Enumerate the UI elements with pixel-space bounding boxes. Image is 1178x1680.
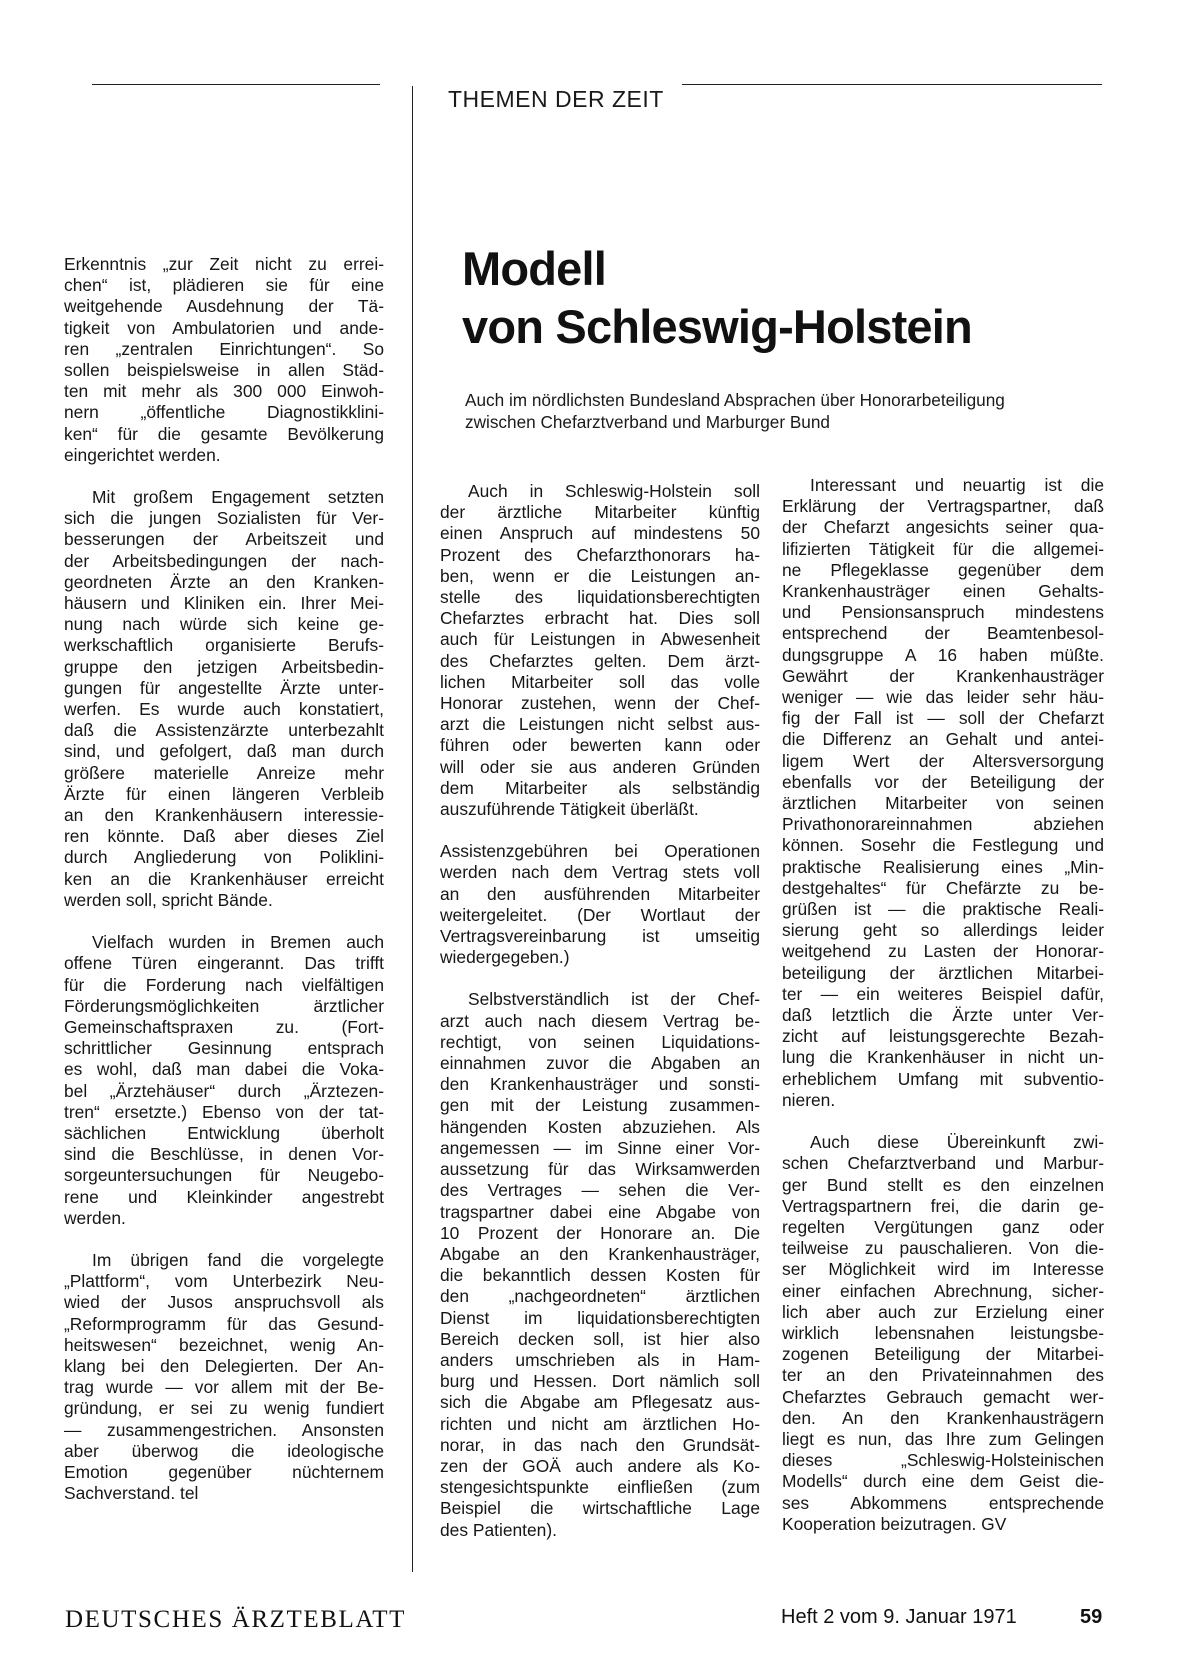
text-line: grüßen ist — die praktische Reali-	[782, 899, 1104, 920]
text-line: gründung, er sei zu wenig fundiert	[64, 1398, 384, 1419]
text-line: stengesichtspunkte einfließen (zum	[440, 1477, 760, 1498]
text-line: lichen Mitarbeiter soll das volle	[440, 671, 760, 692]
text-line: wiedergegeben.)	[440, 947, 570, 968]
text-line: Prozent des Chefarzthonorars ha-	[440, 544, 760, 565]
text-line: zogenen Beteiligung der Mitarbei-	[782, 1344, 1104, 1365]
text-line: ken an die Krankenhäuser erreicht	[64, 868, 384, 889]
publication-name: DEUTSCHES ÄRZTEBLATT	[65, 1606, 407, 1633]
text-line: eingerichtet werden.	[64, 444, 221, 465]
text-line: besserungen der Arbeitszeit und	[64, 529, 384, 550]
text-line: aussetzung für das Wirksamwerden	[440, 1159, 760, 1180]
text-column-right	[782, 475, 1104, 1535]
text-line: Vielfach wurden in Bremen auch	[92, 932, 384, 953]
text-line: den „nachgeordneten“ ärztlichen	[440, 1286, 760, 1307]
text-line: trag wurde — vor allem mit der Be-	[64, 1377, 384, 1398]
text-line: daß die Assistenzärzte unterbezahlt	[64, 720, 384, 741]
paragraph	[440, 481, 760, 820]
text-line: werden.	[64, 1207, 126, 1228]
text-line: Auch diese Übereinkunft zwi-	[810, 1132, 1104, 1153]
text-line: die bekanntlich dessen Kosten für	[440, 1265, 760, 1286]
text-line: gruppe den jetzigen Arbeitsbedin-	[64, 656, 384, 677]
text-line: 10 Prozent der Honorare an. Die	[440, 1222, 760, 1243]
text-line: auch für Leistungen in Abwesenheit	[440, 629, 760, 650]
text-line: weitgehend zu Lasten der Honorar-	[782, 941, 1104, 962]
text-line: chen“ ist, plädieren sie für eine	[64, 275, 384, 296]
text-line: tren“ ersetzte.) Ebenso von der tat-	[64, 1101, 384, 1122]
text-line: häusern und Kliniken ein. Ihrer Mei-	[64, 593, 384, 614]
text-line: Selbstverständlich ist der Chef-	[468, 989, 760, 1010]
text-line: anders umschrieben als in Ham-	[440, 1349, 760, 1370]
text-line: sind, und gefolgert, daß man durch	[64, 741, 384, 762]
column-separator	[412, 86, 413, 1572]
text-line: ser Möglichkeit wird im Interesse	[782, 1259, 1104, 1280]
text-line: Dienst im liquidationsberechtigten	[440, 1307, 760, 1328]
text-line: dem Mitarbeiter als selbständig	[440, 777, 760, 798]
text-line: praktische Realisierung eines „Min-	[782, 856, 1104, 877]
text-line: Sachverstand. tel	[64, 1483, 199, 1504]
paragraph	[64, 932, 384, 1229]
header-rule-right	[682, 84, 1102, 85]
text-line: hängenden Kosten abzuziehen. Als	[440, 1116, 760, 1137]
text-line: sind die Beschlüsse, in denen Vor-	[64, 1144, 384, 1165]
text-line: liegt es nun, das Ihre zum Gelingen	[782, 1428, 1104, 1449]
text-line: ne Pflegeklasse gegenüber dem	[782, 559, 1104, 580]
text-line: für die Forderung nach vielfältigen	[64, 974, 384, 995]
text-line: Förderungsmöglichkeiten ärztlicher	[64, 995, 384, 1016]
issue-info: Heft 2 vom 9. Januar 1971	[781, 1606, 1017, 1628]
text-line: des Vertrages — sehen die Ver-	[440, 1180, 760, 1201]
text-line: weitgehende Ausdehnung der Tä-	[64, 296, 384, 317]
text-line: und Pensionsanspruch mindestens	[782, 602, 1104, 623]
paragraph	[64, 254, 384, 466]
text-line: an den ausführenden Mitarbeiter	[440, 883, 760, 904]
text-line: aber überwog die ideologische	[64, 1440, 384, 1461]
text-line: will oder sie aus anderen Gründen	[440, 756, 760, 777]
text-line: sächlichen Entwicklung überholt	[64, 1122, 384, 1143]
article-title-line2: von Schleswig-Holstein	[462, 300, 972, 353]
text-line: „Plattform“, vom Unterbezirk Neu-	[64, 1271, 384, 1292]
text-line: angemessen — im Sinne einer Vor-	[440, 1137, 760, 1158]
text-line: einnahmen zuvor die Abgaben an	[440, 1053, 760, 1074]
text-line: tragspartner dabei eine Abgabe von	[440, 1201, 760, 1222]
text-line: einer einfachen Abrechnung, sicher-	[782, 1280, 1104, 1301]
text-line: arzt die Leistungen nicht selbst aus-	[440, 714, 760, 735]
text-line: ter — ein weiteres Beispiel dafür,	[782, 983, 1104, 1004]
text-line: sich die Abgabe am Pflegesatz aus-	[440, 1392, 760, 1413]
text-line: des Chefarztes gelten. Dem ärzt-	[440, 650, 760, 671]
text-line: zicht auf leistungsgerechte Bezah-	[782, 1026, 1104, 1047]
text-line: einen Anspruch auf mindestens 50	[440, 523, 760, 544]
text-line: der ärztliche Mitarbeiter künftig	[440, 502, 760, 523]
text-line: zen der GOÄ auch andere als Ko-	[440, 1455, 760, 1476]
text-line: ren könnte. Daß aber dieses Ziel	[64, 826, 384, 847]
article-subtitle-line2: zwischen Chefarztverband und Marburger Bund	[465, 412, 830, 432]
text-line: ebenfalls vor der Beteiligung der	[782, 771, 1104, 792]
text-line: Erklärung der Vertragspartner, daß	[782, 496, 1104, 517]
text-line: sorgeuntersuchungen für Neugebo-	[64, 1165, 384, 1186]
text-line: die Differenz an Gehalt und antei-	[782, 729, 1104, 750]
text-line: — zusammengestrichen. Ansonsten	[64, 1419, 384, 1440]
text-line: den Krankenhausträger und sonsti-	[440, 1074, 760, 1095]
text-line: teilweise zu pauschalieren. Von die-	[782, 1238, 1104, 1259]
text-line: Im übrigen fand die vorgelegte	[92, 1249, 384, 1270]
text-line: schrittlicher Gesinnung entsprach	[64, 1038, 384, 1059]
text-line: der Arbeitsbedingungen der nach-	[64, 550, 384, 571]
text-line: ten mit mehr als 300 000 Einwoh-	[64, 381, 384, 402]
text-line: Privathonorareinnahmen abziehen	[782, 814, 1104, 835]
text-line: den. An den Krankenhausträgern	[782, 1407, 1104, 1428]
text-line: ter an den Privateinnahmen des	[782, 1365, 1104, 1386]
article-subtitle	[465, 389, 1115, 433]
text-line: können. Sosehr die Festlegung und	[782, 835, 1104, 856]
text-line: schen Chefarztverband und Marbur-	[782, 1153, 1104, 1174]
text-line: Chefarztes erbracht hat. Dies soll	[440, 608, 760, 629]
text-line: arzt auch nach diesem Vertrag be-	[440, 1010, 760, 1031]
text-line: „Reformprogramm für das Gesund-	[64, 1313, 384, 1334]
text-line: lifizierten Tätigkeit für die allgemei-	[782, 538, 1104, 559]
text-line: ben, wenn er die Leistungen an-	[440, 565, 760, 586]
text-line: Modells“ durch eine dem Geist die-	[782, 1471, 1104, 1492]
text-line: nern „öffentliche Diagnostikklini-	[64, 402, 384, 423]
text-line: stelle des liquidationsberechtigten	[440, 587, 760, 608]
text-line: Krankenhausträger einen Gehalts-	[782, 581, 1104, 602]
text-line: Gemeinschaftspraxen zu. (Fort-	[64, 1016, 384, 1037]
paragraph	[782, 475, 1104, 1111]
text-line: sich die jungen Sozialisten für Ver-	[64, 508, 384, 529]
text-line: Beispiel die wirtschaftliche Lage	[440, 1498, 760, 1519]
text-line: klang bei den Delegierten. Der An-	[64, 1355, 384, 1376]
paragraph	[782, 1132, 1104, 1535]
text-line: Mit großem Engagement setzten	[92, 487, 384, 508]
text-line: des Patienten).	[440, 1519, 557, 1540]
text-line: dungsgruppe A 16 haben müßte.	[782, 644, 1104, 665]
text-line: regelten Vergütungen ganz oder	[782, 1216, 1104, 1237]
text-line: Honorar zustehen, wenn der Chef-	[440, 693, 760, 714]
text-line: ken“ für die gesamte Bevölkerung	[64, 423, 384, 444]
text-line: werkschaftlich organisierte Berufs-	[64, 635, 384, 656]
text-line: ligem Wert der Altersversorgung	[782, 750, 1104, 771]
text-line: burg und Hessen. Dort nämlich soll	[440, 1371, 760, 1392]
text-line: nung nach würde sich keine ge-	[64, 614, 384, 635]
text-line: Kooperation beizutragen. GV	[782, 1513, 1007, 1534]
text-line: Gewährt der Krankenhausträger	[782, 665, 1104, 686]
text-line: durch Angliederung von Poliklini-	[64, 847, 384, 868]
article-title	[462, 240, 1122, 356]
text-line: Interessant und neuartig ist die	[810, 475, 1104, 495]
text-line: der Chefarzt angesichts seiner qua-	[782, 517, 1104, 538]
text-line: ger Bund stellt es den einzelnen	[782, 1174, 1104, 1195]
paragraph	[64, 1250, 384, 1504]
text-line: tigkeit von Ambulatorien und ande-	[64, 317, 384, 338]
text-line: gungen für angestellte Ärzte unter-	[64, 677, 384, 698]
text-line: heitswesen“ bezeichnet, wenig An-	[64, 1334, 384, 1355]
text-line: ärztlichen Mitarbeiter von seinen	[782, 793, 1104, 814]
text-line: Vertragsvereinbarung ist umseitig	[440, 926, 760, 947]
text-line: Auch in Schleswig-Holstein soll	[468, 481, 760, 501]
text-line: Abgabe an den Krankenhausträger,	[440, 1243, 760, 1264]
paragraph	[440, 841, 760, 968]
text-line: Ärzte für einen längeren Verbleib	[64, 783, 384, 804]
text-line: sierung geht so allerdings leider	[782, 920, 1104, 941]
text-line: lung die Krankenhäuser in nicht un-	[782, 1047, 1104, 1068]
text-line: fig der Fall ist — soll der Chefarzt	[782, 708, 1104, 729]
article-title-line1: Modell	[462, 242, 607, 295]
text-line: auszuführende Tätigkeit überläßt.	[440, 799, 699, 820]
text-line: Vertragspartnern frei, die darin ge-	[782, 1195, 1104, 1216]
text-line: weitergeleitet. (Der Wortlaut der	[440, 904, 760, 925]
paragraph	[64, 487, 384, 911]
text-line: daß letztlich die Ärzte unter Ver-	[782, 1005, 1104, 1026]
text-line: wirklich lebensnahen leistungsbe-	[782, 1322, 1104, 1343]
text-line: Bereich decken soll, ist hier also	[440, 1328, 760, 1349]
text-line: führen oder bewerten kann oder	[440, 735, 760, 756]
text-line: richten und nicht am ärztlichen Ho-	[440, 1413, 760, 1434]
text-line: es wohl, daß man dabei die Voka-	[64, 1059, 384, 1080]
text-line: lich aber auch zur Erzielung einer	[782, 1301, 1104, 1322]
text-line: gen mit der Leistung zusammen-	[440, 1095, 760, 1116]
text-line: sollen beispielsweise in allen Städ-	[64, 360, 384, 381]
text-line: erheblichem Umfang mit subventio-	[782, 1068, 1104, 1089]
text-line: nieren.	[782, 1089, 836, 1110]
text-line: größere materielle Anreize mehr	[64, 762, 384, 783]
text-line: Erkenntnis „zur Zeit nicht zu errei-	[64, 254, 384, 274]
text-line: ses Abkommens entsprechende	[782, 1492, 1104, 1513]
text-line: werden soll, spricht Bände.	[64, 889, 273, 910]
text-line: wied der Jusos anspruchsvoll als	[64, 1292, 384, 1313]
text-line: dieses „Schleswig-Holsteinischen	[782, 1450, 1104, 1471]
text-column-middle	[440, 481, 760, 1541]
text-line: offene Türen eingerannt. Das trifft	[64, 953, 384, 974]
text-line: an den Krankenhäusern interessie-	[64, 805, 384, 826]
text-line: bel „Ärztehäuser“ durch „Ärztezen-	[64, 1080, 384, 1101]
text-line: rene und Kleinkinder angestrebt	[64, 1186, 384, 1207]
page-number: 59	[1080, 1606, 1103, 1628]
header-rule-left	[92, 84, 380, 85]
text-line: weniger — wie das leider sehr häu-	[782, 687, 1104, 708]
text-line: beteiligung der ärztlichen Mitarbei-	[782, 962, 1104, 983]
text-line: entsprechend der Beamtenbesol-	[782, 623, 1104, 644]
article-subtitle-line1: Auch im nördlichsten Bundesland Absprachen über Honorarbeteiligung	[465, 390, 1005, 410]
text-line: rechtigt, von seinen Liquidations-	[440, 1031, 760, 1052]
text-line: norar, in das nach den Grundsät-	[440, 1434, 760, 1455]
section-label: THEMEN DER ZEIT	[448, 86, 664, 112]
text-line: Chefarztes Gebrauch gemacht wer-	[782, 1386, 1104, 1407]
text-column-left	[64, 254, 384, 1504]
text-line: werden nach dem Vertrag stets voll	[440, 862, 760, 883]
paragraph	[440, 989, 760, 1540]
text-line: geordneten Ärzte an den Kranken-	[64, 571, 384, 592]
text-line: Assistenzgebühren bei Operationen	[440, 841, 760, 862]
text-line: ren „zentralen Einrichtungen“. So	[64, 338, 384, 359]
text-line: Emotion gegenüber nüchternem	[64, 1461, 384, 1482]
text-line: werfen. Es wurde auch konstatiert,	[64, 699, 384, 720]
text-line: destgehaltes“ für Chefärzte zu be-	[782, 877, 1104, 898]
